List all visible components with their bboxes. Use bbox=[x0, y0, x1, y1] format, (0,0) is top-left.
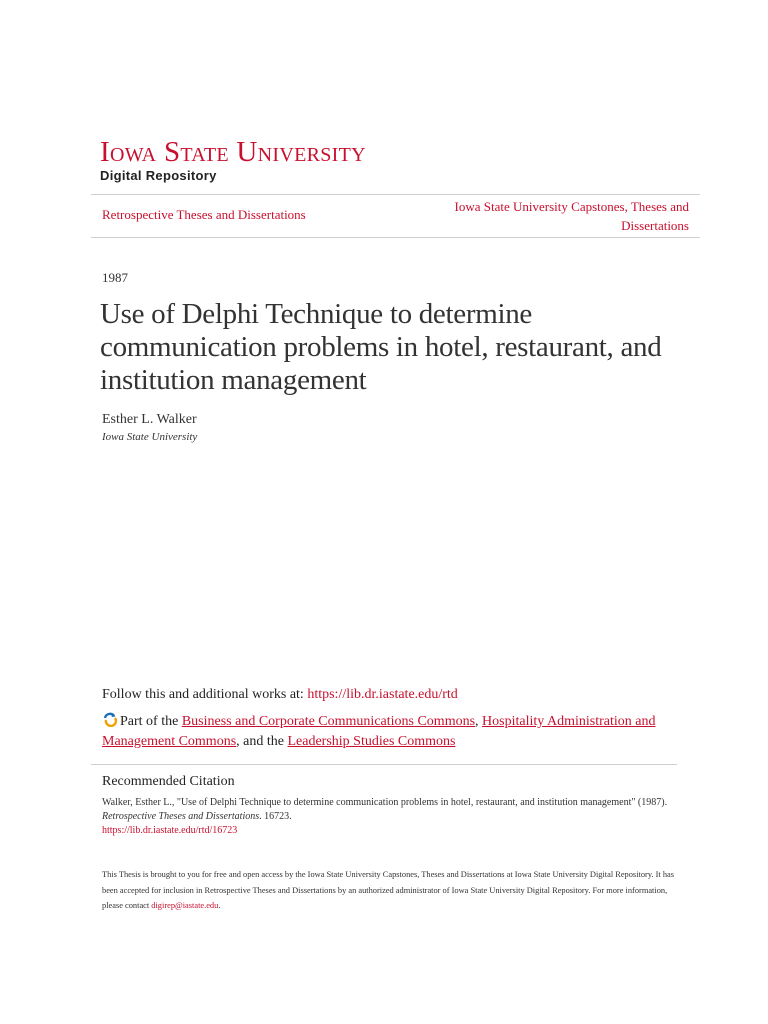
access-notice bbox=[102, 867, 677, 914]
collection-link-retrospective[interactable]: Retrospective Theses and Dissertations bbox=[102, 207, 306, 222]
publication-year: 1987 bbox=[102, 270, 128, 285]
access-notice-end: . bbox=[218, 901, 221, 910]
header-rule-top bbox=[91, 194, 700, 195]
citation-rule bbox=[91, 764, 677, 765]
access-notice-text: This Thesis is brought to you for free and open access by the Iowa State University Capstones, Theses and Dissertations at Iowa State University Digital Repository. It has been accepted for inclusion in Retrospective Theses and Dissertations by an authorized administrator of Iowa State University Digital Repository. For more information, please contact bbox=[102, 870, 675, 910]
citation-number: . 16723. bbox=[259, 811, 292, 822]
follow-prefix: Follow this and additional works at: bbox=[102, 687, 308, 702]
citation-body: Walker, Esther L., "Use of Delphi Technique to determine communication problems in hotel, restaurant, and institution management" (1987). bbox=[102, 797, 668, 808]
repository-name: Digital Repository bbox=[100, 168, 217, 183]
repository-logo[interactable] bbox=[100, 138, 366, 183]
part-of-prefix: Part of the bbox=[120, 714, 182, 729]
open-access-icon bbox=[102, 711, 118, 727]
business-communications-commons-link[interactable]: Business and Corporate Communications Commons bbox=[181, 714, 476, 729]
follow-line bbox=[102, 687, 458, 703]
part-of-line bbox=[102, 711, 682, 752]
leadership-studies-commons-link[interactable]: Leadership Studies Commons bbox=[287, 734, 456, 749]
citation-journal: Retrospective Theses and Dissertations bbox=[102, 811, 260, 822]
header-rule-bottom bbox=[91, 237, 700, 238]
thesis-title: Use of Delphi Technique to determine communication problems in hotel, restaurant, and institution management bbox=[100, 298, 662, 396]
hospitality-administration-commons-link[interactable]: Hospitality Administration and Management Commons bbox=[102, 714, 656, 749]
citation-url-link[interactable]: https://lib.dr.iastate.edu/rtd/16723 bbox=[102, 825, 238, 836]
part-of-separator-1: , bbox=[475, 714, 483, 729]
part-of-separator-2: , and the bbox=[236, 734, 288, 749]
university-name: Iowa State University bbox=[100, 136, 366, 168]
collection-link-capstones[interactable]: Iowa State University Capstones, Theses and Dissertations bbox=[454, 199, 689, 233]
contact-email-link[interactable]: digirep@iastate.edu bbox=[151, 901, 219, 910]
recommended-citation-heading: Recommended Citation bbox=[102, 774, 235, 789]
follow-url-link[interactable]: https://lib.dr.iastate.edu/rtd bbox=[307, 687, 458, 702]
citation-text bbox=[102, 796, 682, 838]
author-name: Esther L. Walker bbox=[102, 412, 197, 427]
author-affiliation: Iowa State University bbox=[102, 431, 198, 443]
